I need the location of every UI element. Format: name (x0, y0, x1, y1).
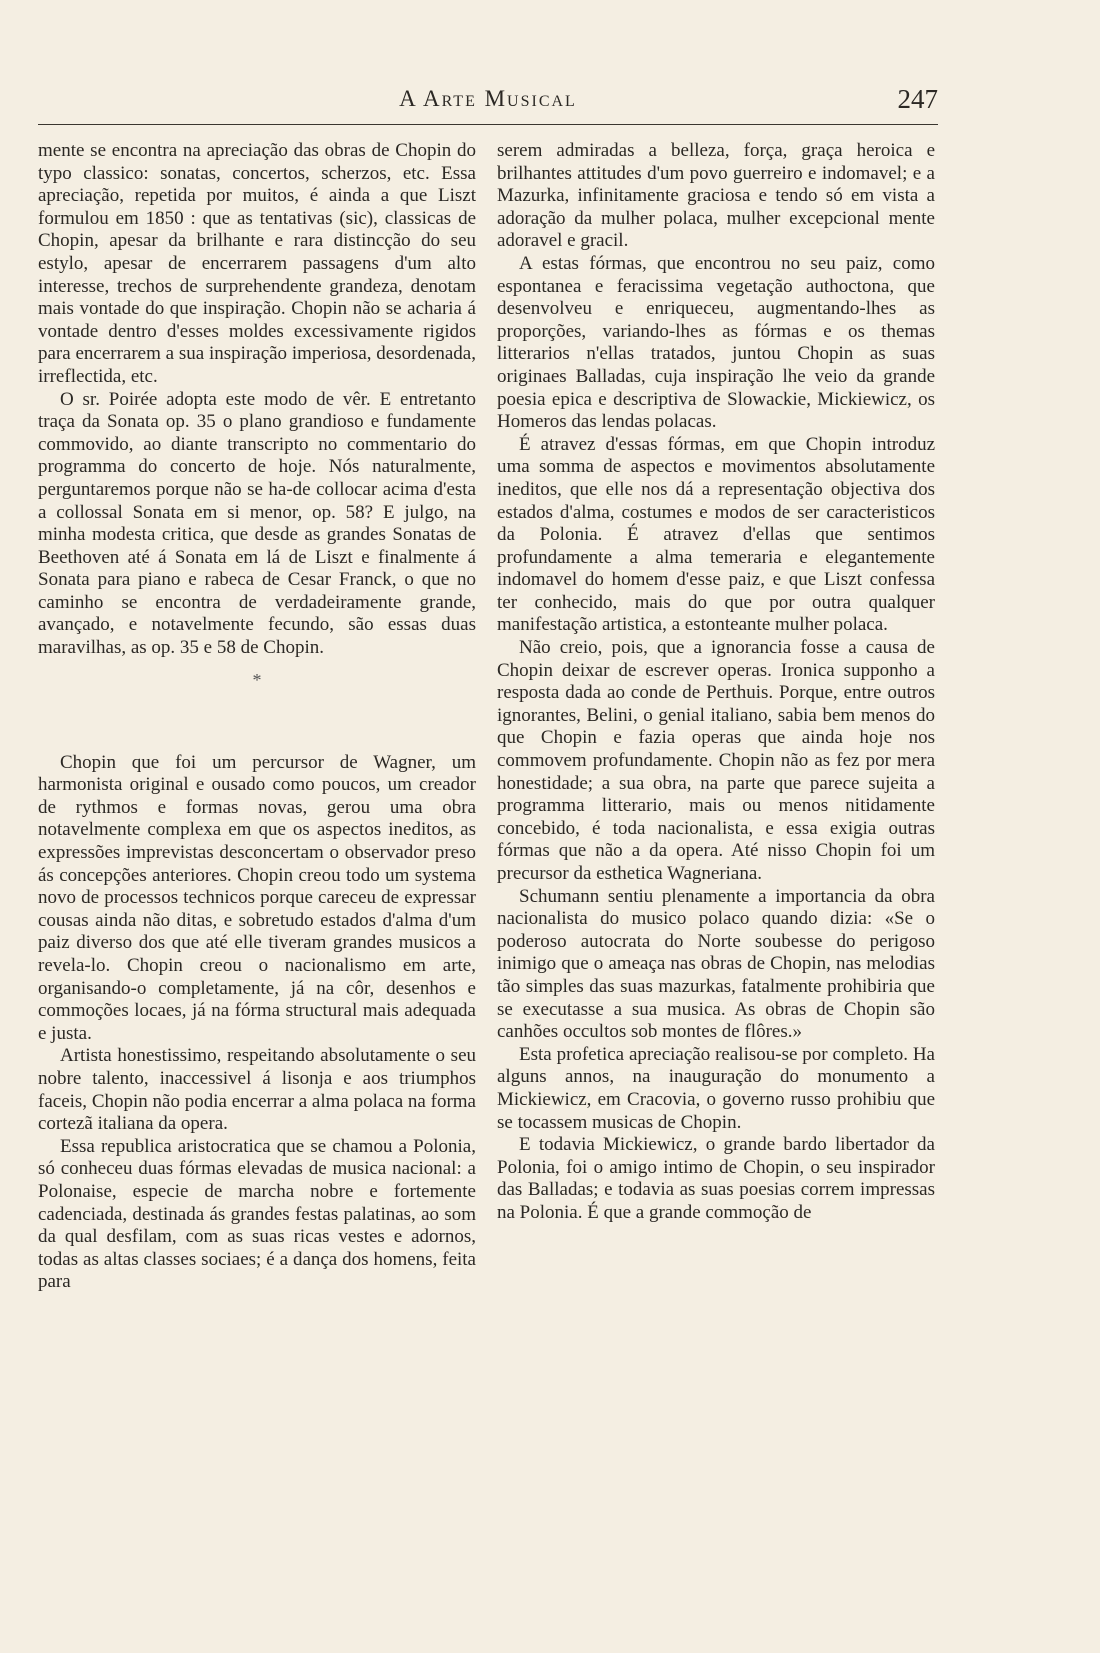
page-header (38, 78, 938, 122)
paragraph: Não creio, pois, que a ignorancia fosse a causa de Chopin deixar de escrever operas. Ironica supponho a resposta dada ao conde de Perthuis. Porque, entre outros ignorantes, Belini, o genial italiano, sabia bem menos do que Chopin e fazia operas que ainda hoje nos commovem profundamente. Chopin não as fez por mera honestidade; a sua obra, na parte que parece sujeita a programma litterario, mais ou menos nitidamente concebido, é toda nacionalista, e essa exigia outras fórmas que não a da opera. Até nisso Chopin foi um precursor da esthetica Wagneriana. (497, 637, 935, 884)
paragraph: Esta profetica apreciação realisou-se por completo. Ha alguns annos, na inauguração do monumento a Mickiewicz, em Cracovia, o governo russo prohibiu que se tocassem musicas de Chopin. (497, 1043, 935, 1133)
paragraph: A estas fórmas, que encontrou no seu paiz, como espontanea e feracissima vegetação authoctona, que desenvolveu e enriqueceu, augmentando-lhes as proporções, variando-lhes as fórmas e os themas litterarios n'ellas tratados, juntou Chopin as suas originaes Balladas, cuja inspiração lhe veio da grande poesia epica e descriptiva de Slowackie, Mickiewicz, os Homeros das lendas polacas. (497, 252, 935, 433)
paragraph: serem admiradas a belleza, força, graça heroica e brilhantes attitudes d'um povo guerreiro e indomavel; e a Mazurka, infinitamente graciosa e tendo só em vista a adoração da mulher polaca, mulher excepcional mente adoravel e gracil. (497, 140, 935, 252)
left-column (38, 140, 476, 1294)
right-column (497, 140, 935, 1225)
section-divider: * (252, 669, 262, 690)
paragraph: É atravez d'essas fórmas, em que Chopin introduz uma somma de aspectos e movimentos absolutamente ineditos, que elle nos dá a representação objectiva dos estados d'alma, costumes e modos de ser caracteristicos da Polonia. É atravez d'ellas que sentimos profundamente a alma temeraria e elegantemente indomavel do homem d'esse paiz, e que Liszt confessa ter conhecido, mais do que por outra qualquer manifestação artistica, a estonteante mulher polaca. (497, 433, 935, 636)
paragraph: Schumann sentiu plenamente a importancia da obra nacionalista do musico polaco quando dizia: «Se o poderoso autocrata do Norte soubesse do perigoso inimigo que o ameaça nas obras de Chopin, nas melodias tão simples das suas mazurkas, fatalmente prohibiria que se executasse a sua musica. As obras de Chopin são canhões occultos sob montes de flôres.» (497, 885, 935, 1043)
paragraph: E todavia Mickiewicz, o grande bardo libertador da Polonia, foi o amigo intimo de Chopin, o seu inspirador das Balladas; e todavia as suas poesias correm impressas na Polonia. É que a grande commoção de (497, 1134, 935, 1223)
running-title: A Arte Musical (399, 86, 577, 111)
paragraph: O sr. Poirée adopta este modo de vêr. E entretanto traça da Sonata op. 35 o plano grandioso e fundamente commovido, ao diante transcripto no commentario do programma do concerto de hoje. Nós naturalmente, perguntaremos porque não se ha-de collocar acima d'esta a collossal Sonata em si menor, op. 58? E julgo, na minha modesta critica, que desde as grandes Sonatas de Beethoven até á Sonata em lá de Liszt e finalmente á Sonata para piano e rabeca de Cesar Franck, o que no caminho se encontra de verdadeiramente grande, avançado, e notavelmente fecundo, são essas duas maravilhas, as op. 35 e 58 de Chopin. (38, 388, 476, 659)
paragraph: Chopin que foi um percursor de Wagner, um harmonista original e ousado como poucos, um creador de rythmos e formas novas, gerou uma obra notavelmente complexa em que os aspectos ineditos, as expressões imprevistas desconcertam o observador preso ás concepções anteriores. Chopin creou todo um systema novo de processos technicos porque careceu de expressar cousas ainda não ditas, e sobretudo estados d'alma d'um paiz diverso dos que até elle tiveram grandes musicos a revela-lo. Chopin creou o nacionalismo em arte, organisando-o completamente, já na côr, desenhos e commoções locaes, já na fórma structural mais adequada e justa. (38, 751, 476, 1044)
paragraph: mente se encontra na apreciação das obras de Chopin do typo classico: sonatas, concertos, scherzos, etc. Essa apreciação, repetida por muitos, é ainda a que Liszt formulou em 1850 : que as tentativas (sic), classicas de Chopin, apesar da brilhante e rara distincção do seu estylo, apesar de encerrarem passagens d'um alto interesse, trechos de surprehendente grandeza, denotam mais vontade do que inspiração. Chopin não se acharia á vontade dentro d'esses moldes excessivamente rigidos para encerrarem a sua inspiração imperiosa, desordenada, irreflectida, etc. (38, 140, 476, 387)
paragraph: Essa republica aristocratica que se chamou a Polonia, só conheceu duas fórmas elevadas de musica nacional: a Polonaise, especie de marcha nobre e fortemente cadenciada, destinada ás grandes festas palatinas, ao som da qual desfilam, com as suas ricas vestes e adornos, todas as altas classes sociaes; é a dança dos homens, feita para (38, 1135, 476, 1293)
page-number: 247 (897, 84, 938, 114)
header-rule (38, 124, 938, 125)
paragraph: Artista honestissimo, respeitando absolutamente o seu nobre talento, inaccessivel á lisonja e aos triumphos faceis, Chopin não podia encerrar a alma polaca na forma cortezã italiana da opera. (38, 1045, 476, 1135)
